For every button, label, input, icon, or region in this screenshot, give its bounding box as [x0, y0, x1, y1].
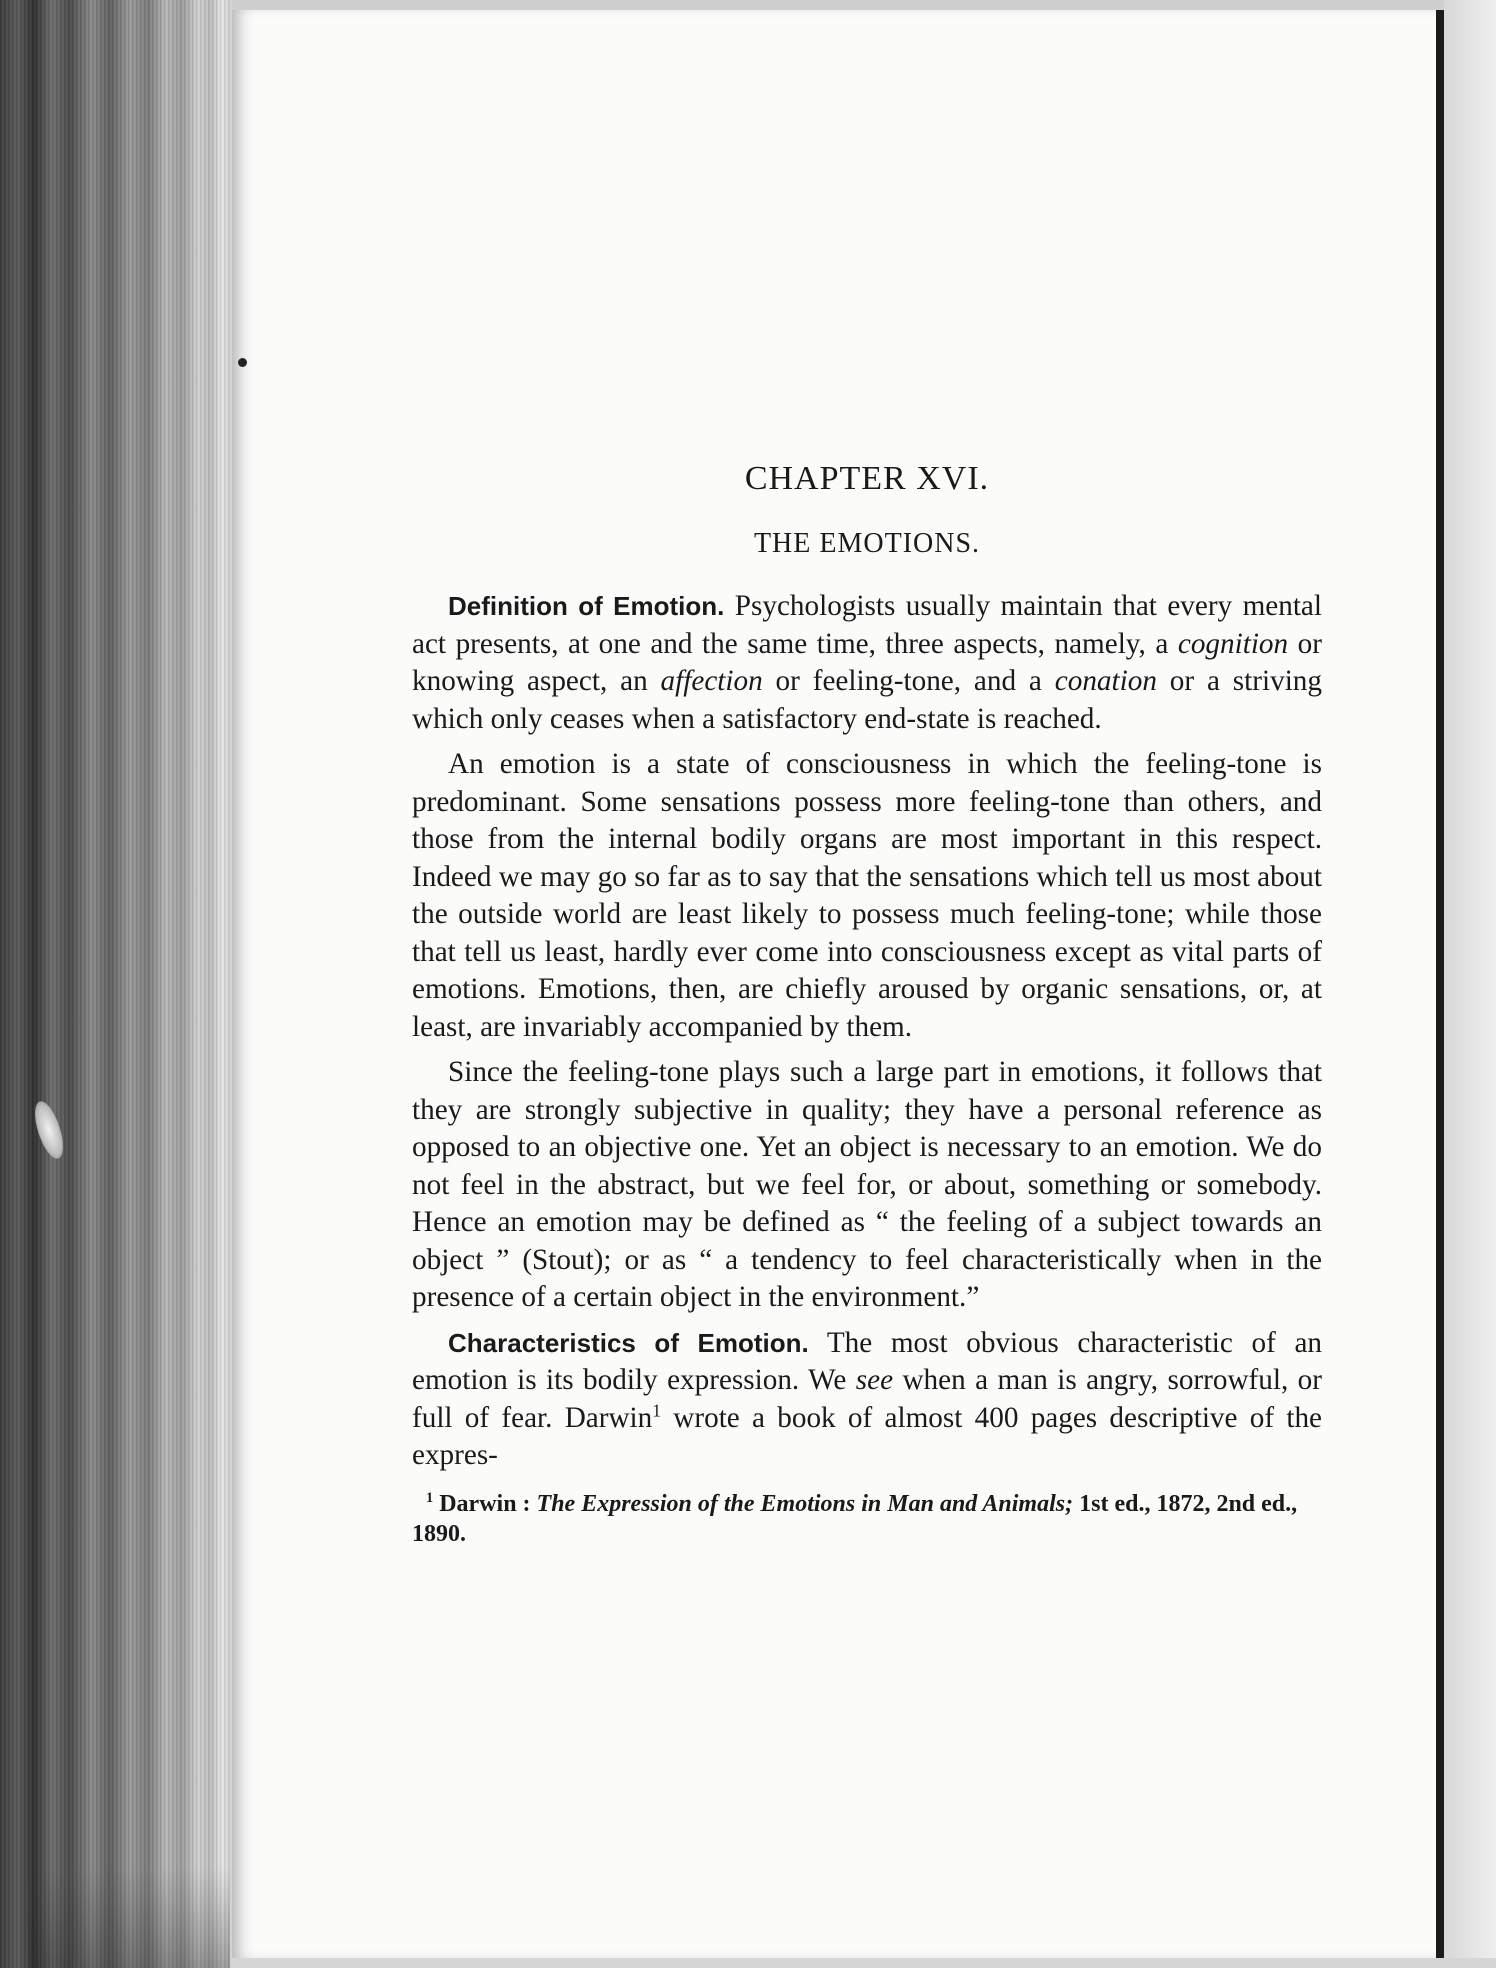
paragraph-text: or feeling-tone, and a [762, 665, 1055, 697]
paragraph-text: or knowing aspect, an [412, 627, 1322, 697]
footnote-title: The Expression of the Emotions in Man and Animals; [536, 1490, 1074, 1517]
facing-page-edge [1444, 0, 1496, 1968]
footnote-text: Darwin : [433, 1490, 537, 1517]
paragraph-characteristics [412, 1325, 1322, 1475]
paragraph-text: or a striving which only ceases when a satisfactory end-state is reached. [412, 665, 1322, 735]
page-text [412, 460, 1322, 1549]
footnote [412, 1489, 1322, 1549]
book-page-edges [0, 0, 232, 1968]
paragraph-subjective: Since the feeling-tone plays such a large part in emotions, it follows that they are strongly subjective in quality; they have a personal reference as opposed to an objective one. Yet an object is necessary to an emotion. We do not feel in the abstract, but we feel for, or about, something or somebody. Hence an emotion may be defined as “ the feeling of a subject towards an object ” (Stout); or as “ a tendency to feel characteristically when in the presence of a certain object in the environment.” [412, 1056, 1322, 1313]
paragraph-text: wrote a book of almost 400 pages descriptive of the expres- [412, 1401, 1323, 1471]
italic-term: cognition [1177, 627, 1289, 660]
page-edge-shadow [30, 1868, 230, 1968]
scan-bottom-edge [232, 1958, 1496, 1968]
chapter-heading: CHAPTER XVI. [744, 460, 990, 497]
paragraph-lead-characteristics: Characteristics of Emotion. [448, 1327, 809, 1358]
italic-term: conation [1054, 665, 1157, 697]
footnote-marker: 1 [652, 1399, 662, 1420]
italic-term: see [855, 1364, 894, 1396]
paragraph-definition [412, 588, 1322, 738]
paragraph-text: Psychologists usually maintain that every mental act presents, at one and the same time, three aspects, namely, a [412, 590, 1322, 660]
ink-dot-mark [238, 358, 247, 367]
section-heading: THE EMOTIONS. [753, 528, 981, 559]
italic-term: affection [660, 665, 763, 697]
paragraph-lead-definition: Definition of Emotion. [448, 591, 725, 621]
paragraph-text: The most obvious characteristic of an emotion is its bodily expression. We [412, 1326, 1322, 1396]
footnote-number: 1 [426, 1489, 434, 1506]
footnote-text: 1st ed., 1872, 2nd ed., 1890. [412, 1490, 1298, 1547]
paragraph-text: when a man is angry, sorrowful, or full of fear. Darwin [412, 1364, 1323, 1434]
paragraph-emotion-state: An emotion is a state of consciousness in which the feeling-tone is predominant. Some sensations possess more feeling-tone than others, and those from the internal bodily organs are most important in this respect. Indeed we may go so far as to say that the sensations which tell us most about the outside world are least likely to possess much feeling-tone; while those that tell us least, hardly ever come into consciousness except as vital parts of emotions. Emotions, then, are chiefly aroused by organic sensations, or, at least, are invariably accompanied by them. [412, 748, 1322, 1043]
